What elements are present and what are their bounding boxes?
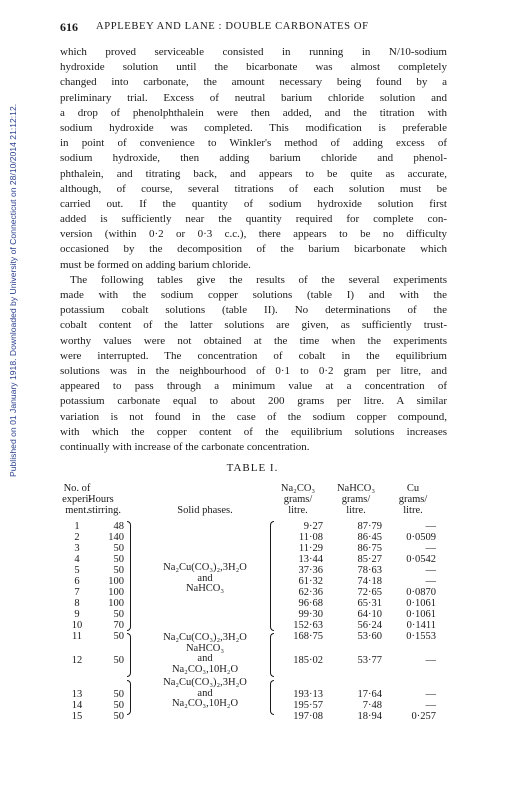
text-line: variation is not found in the case of the sodium copper compound, — [60, 410, 447, 423]
row-hours: 50 — [113, 655, 124, 666]
row-cu: 0·0542 — [406, 554, 436, 565]
row-cu: 0·1061 — [406, 598, 436, 609]
row-na2co3: 13·44 — [298, 554, 323, 565]
text-line: although, of course, several titrations of each solution must be — [60, 182, 447, 195]
row-number: 13 — [71, 689, 83, 700]
row-na2co3: 99·30 — [298, 609, 323, 620]
header-na2co3-line: grams/ — [283, 494, 313, 505]
header-no-line: No. of — [63, 483, 91, 494]
row-hours: 100 — [108, 598, 124, 609]
row-number: 8 — [74, 598, 80, 609]
row-cu: 0·1411 — [406, 620, 436, 631]
row-number: 10 — [71, 620, 83, 631]
header-na2co3-line: litre. — [288, 505, 308, 516]
row-nahco3: 53·77 — [357, 655, 382, 666]
header-no-line: ment. — [65, 505, 89, 516]
row-number: 4 — [74, 554, 80, 565]
row-number: 5 — [74, 565, 80, 576]
text-line: occasioned by the decomposition of the barium bicarbonate which — [60, 243, 447, 256]
solid-phase-line: NaHCO₃ — [185, 642, 225, 654]
solid-phase-line: Na₂Cu(CO₃)₂,3H₂O — [163, 632, 247, 643]
header-solid: Solid phases. — [177, 505, 233, 516]
header-nahco3-line: litre. — [346, 505, 366, 516]
solid-phase-line: NaHCO₃ — [185, 583, 225, 595]
download-watermark: Published on 01 January 1918. Downloaded by University of Connecticut on 28/10/2014 21:12:12. — [8, 103, 18, 477]
header-hours — [88, 494, 121, 516]
row-cu: 0·257 — [411, 711, 436, 722]
text-line: sodium hydroxide was completed. This modification is preferable — [60, 121, 447, 134]
header-no-line: experi- — [62, 494, 92, 505]
row-hours: 48 — [113, 521, 124, 532]
row-hours: 50 — [113, 631, 124, 642]
row-number: 14 — [71, 700, 83, 711]
header-cu-line: Cu — [406, 483, 420, 494]
text-line: continually with increase of the carbonate concentration. — [60, 440, 310, 453]
text-line: solutions was in the neighbourhood of 0·1 to 0·2 gram per litre, and — [60, 364, 447, 377]
row-nahco3: 64·10 — [357, 609, 382, 620]
row-na2co3: 9·27 — [303, 521, 323, 532]
row-nahco3: 53·60 — [357, 631, 382, 642]
row-cu: — — [425, 700, 436, 711]
page-header — [60, 20, 470, 36]
row-hours: 100 — [108, 587, 124, 598]
solid-phase-line: and — [197, 653, 213, 665]
text-line: a drop of phenolphthalein were then added, and the titration with — [60, 106, 447, 119]
solid-phase-line: and — [197, 572, 213, 584]
text-line: appeared to pass through a minimum value at a concentration of — [60, 380, 447, 393]
row-nahco3: 72·65 — [357, 587, 382, 598]
row-hours: 140 — [108, 532, 124, 543]
text-line: in point of convenience to Winkler's method of adding excess of — [60, 137, 447, 150]
row-hours: 50 — [113, 700, 124, 711]
solid-phase-group-2 — [140, 633, 270, 675]
solid-phase-line: Na₂CO₃,10H₂O — [171, 698, 239, 710]
row-hours: 50 — [113, 554, 124, 565]
row-number: 1 — [74, 521, 80, 532]
header-na2co3 — [273, 483, 323, 516]
row-hours: 50 — [113, 565, 124, 576]
row-number: 6 — [74, 576, 80, 587]
row-cu: 0·1061 — [406, 609, 436, 620]
header-cu-line: grams/ — [398, 494, 428, 505]
row-na2co3: 193·13 — [293, 689, 323, 700]
hours-brace — [127, 521, 131, 631]
row-na2co3: 37·36 — [298, 565, 323, 576]
row-hours: 50 — [113, 609, 124, 620]
text-line: cobalt content of the latter solutions are given, as sufficiently trust- — [60, 319, 447, 332]
row-cu: — — [425, 521, 436, 532]
header-nahco3 — [330, 483, 382, 516]
text-line: made with the sodium copper solutions (table I) and with the — [60, 289, 447, 301]
table-i — [60, 483, 460, 753]
row-hours: 50 — [113, 543, 124, 554]
row-nahco3: 86·75 — [357, 543, 382, 554]
row-number: 9 — [74, 609, 80, 620]
text-line: potassium carbonate equal to about 200 grams per litre. A similar — [60, 395, 447, 408]
row-hours: 50 — [113, 689, 124, 700]
solid-phase-group-3 — [140, 678, 270, 710]
text-line: which proved serviceable consisted in running in N/10-sodium — [60, 46, 447, 58]
row-hours: 100 — [108, 576, 124, 587]
row-na2co3: 61·32 — [298, 576, 323, 587]
solid-phase-line: Na₂Cu(CO₃)₂,3H₂O — [163, 677, 247, 688]
row-na2co3: 197·08 — [293, 711, 323, 722]
row-nahco3: 17·64 — [357, 689, 382, 700]
row-na2co3: 96·68 — [298, 598, 323, 609]
text-line: potassium cobalt solutions (table II). No determinations of the — [60, 304, 447, 317]
row-number: 7 — [74, 587, 80, 598]
solid-phase-line: Na₂Cu(CO₃)₂,3H₂O — [163, 562, 247, 573]
text-line: sodium hydroxide, then adding barium chloride and phenol- — [60, 152, 447, 165]
row-cu: 0·1553 — [406, 631, 436, 642]
row-hours: 70 — [113, 620, 124, 631]
header-na2co3-line: Na₂CO₃ — [280, 483, 316, 494]
row-na2co3: 62·36 — [298, 587, 323, 598]
row-cu: — — [425, 543, 436, 554]
row-na2co3: 11·08 — [298, 532, 323, 543]
row-nahco3: 87·79 — [357, 521, 382, 532]
row-na2co3: 195·57 — [293, 700, 323, 711]
row-cu: — — [425, 689, 436, 700]
text-line: preliminary trial. Excess of neutral barium chloride solution and — [60, 91, 447, 104]
header-nahco3-line: NaHCO₃ — [336, 483, 376, 494]
row-nahco3: 85·27 — [357, 554, 382, 565]
text-line: phthalein, and titrating back, and appears to be quite as accurate, — [60, 167, 447, 180]
solid-phase-line: and — [197, 687, 213, 699]
text-line: added is sufficiently near the quantity required for complete con- — [60, 213, 447, 226]
body-text — [60, 45, 447, 455]
row-number: 11 — [71, 631, 83, 642]
text-line: version (within 0·2 or 0·3 c.c.), there appears to be no difficulty — [60, 228, 447, 241]
table-title: TABLE I. — [226, 462, 279, 474]
header-hours-line: stirring. — [88, 505, 121, 516]
row-nahco3: 86·45 — [357, 532, 382, 543]
hours-brace — [127, 680, 131, 715]
running-title: APPLEBEY AND LANE : DOUBLE CARBONATES OF — [96, 21, 369, 32]
row-number: 3 — [74, 543, 80, 554]
row-number: 15 — [71, 711, 83, 722]
row-nahco3: 56·24 — [357, 620, 382, 631]
row-cu: — — [425, 565, 436, 576]
solid-phase-line: Na₂CO₃,10H₂O — [171, 663, 239, 675]
header-cu — [390, 483, 436, 516]
row-cu: 0·0870 — [406, 587, 436, 598]
solid-phase-group-1 — [140, 563, 270, 595]
header-cu-line: litre. — [403, 505, 423, 516]
row-na2co3: 11·29 — [298, 543, 323, 554]
row-nahco3: 65·31 — [357, 598, 382, 609]
text-line: were interrupted. The concentration of cobalt in the equilibrium — [60, 349, 447, 362]
text-line: worthy values were not obtained at the time when the experiments — [60, 334, 447, 347]
row-nahco3: 74·18 — [357, 576, 382, 587]
row-number: 2 — [74, 532, 80, 543]
text-line: changed into carbonate, the amount necessary being found by a — [60, 76, 447, 89]
text-line: hydroxide solution until the bicarbonate was almost completely — [60, 61, 447, 74]
text-line: with which the copper content of the equilibrium solutions increases — [60, 425, 447, 438]
header-hours-line: Hours — [88, 494, 114, 505]
row-hours: 50 — [113, 711, 124, 722]
row-nahco3: 7·48 — [362, 700, 382, 711]
row-nahco3: 78·63 — [357, 565, 382, 576]
text-line: The following tables give the results of the several experiments — [70, 273, 447, 286]
hours-brace — [127, 633, 131, 677]
row-nahco3: 18·94 — [357, 711, 382, 722]
row-cu: — — [425, 576, 436, 587]
header-nahco3-line: grams/ — [341, 494, 371, 505]
page-number: 616 — [60, 20, 78, 34]
row-na2co3: 152·63 — [293, 620, 323, 631]
row-na2co3: 185·02 — [293, 655, 323, 666]
row-number: 12 — [71, 655, 83, 666]
row-cu: — — [425, 655, 436, 666]
row-cu: 0·0509 — [406, 532, 436, 543]
text-line: must be formed on adding barium chloride. — [60, 258, 251, 271]
row-na2co3: 168·75 — [293, 631, 323, 642]
text-line: carried out. If the quantity of sodium hydroxide solution first — [60, 197, 447, 210]
